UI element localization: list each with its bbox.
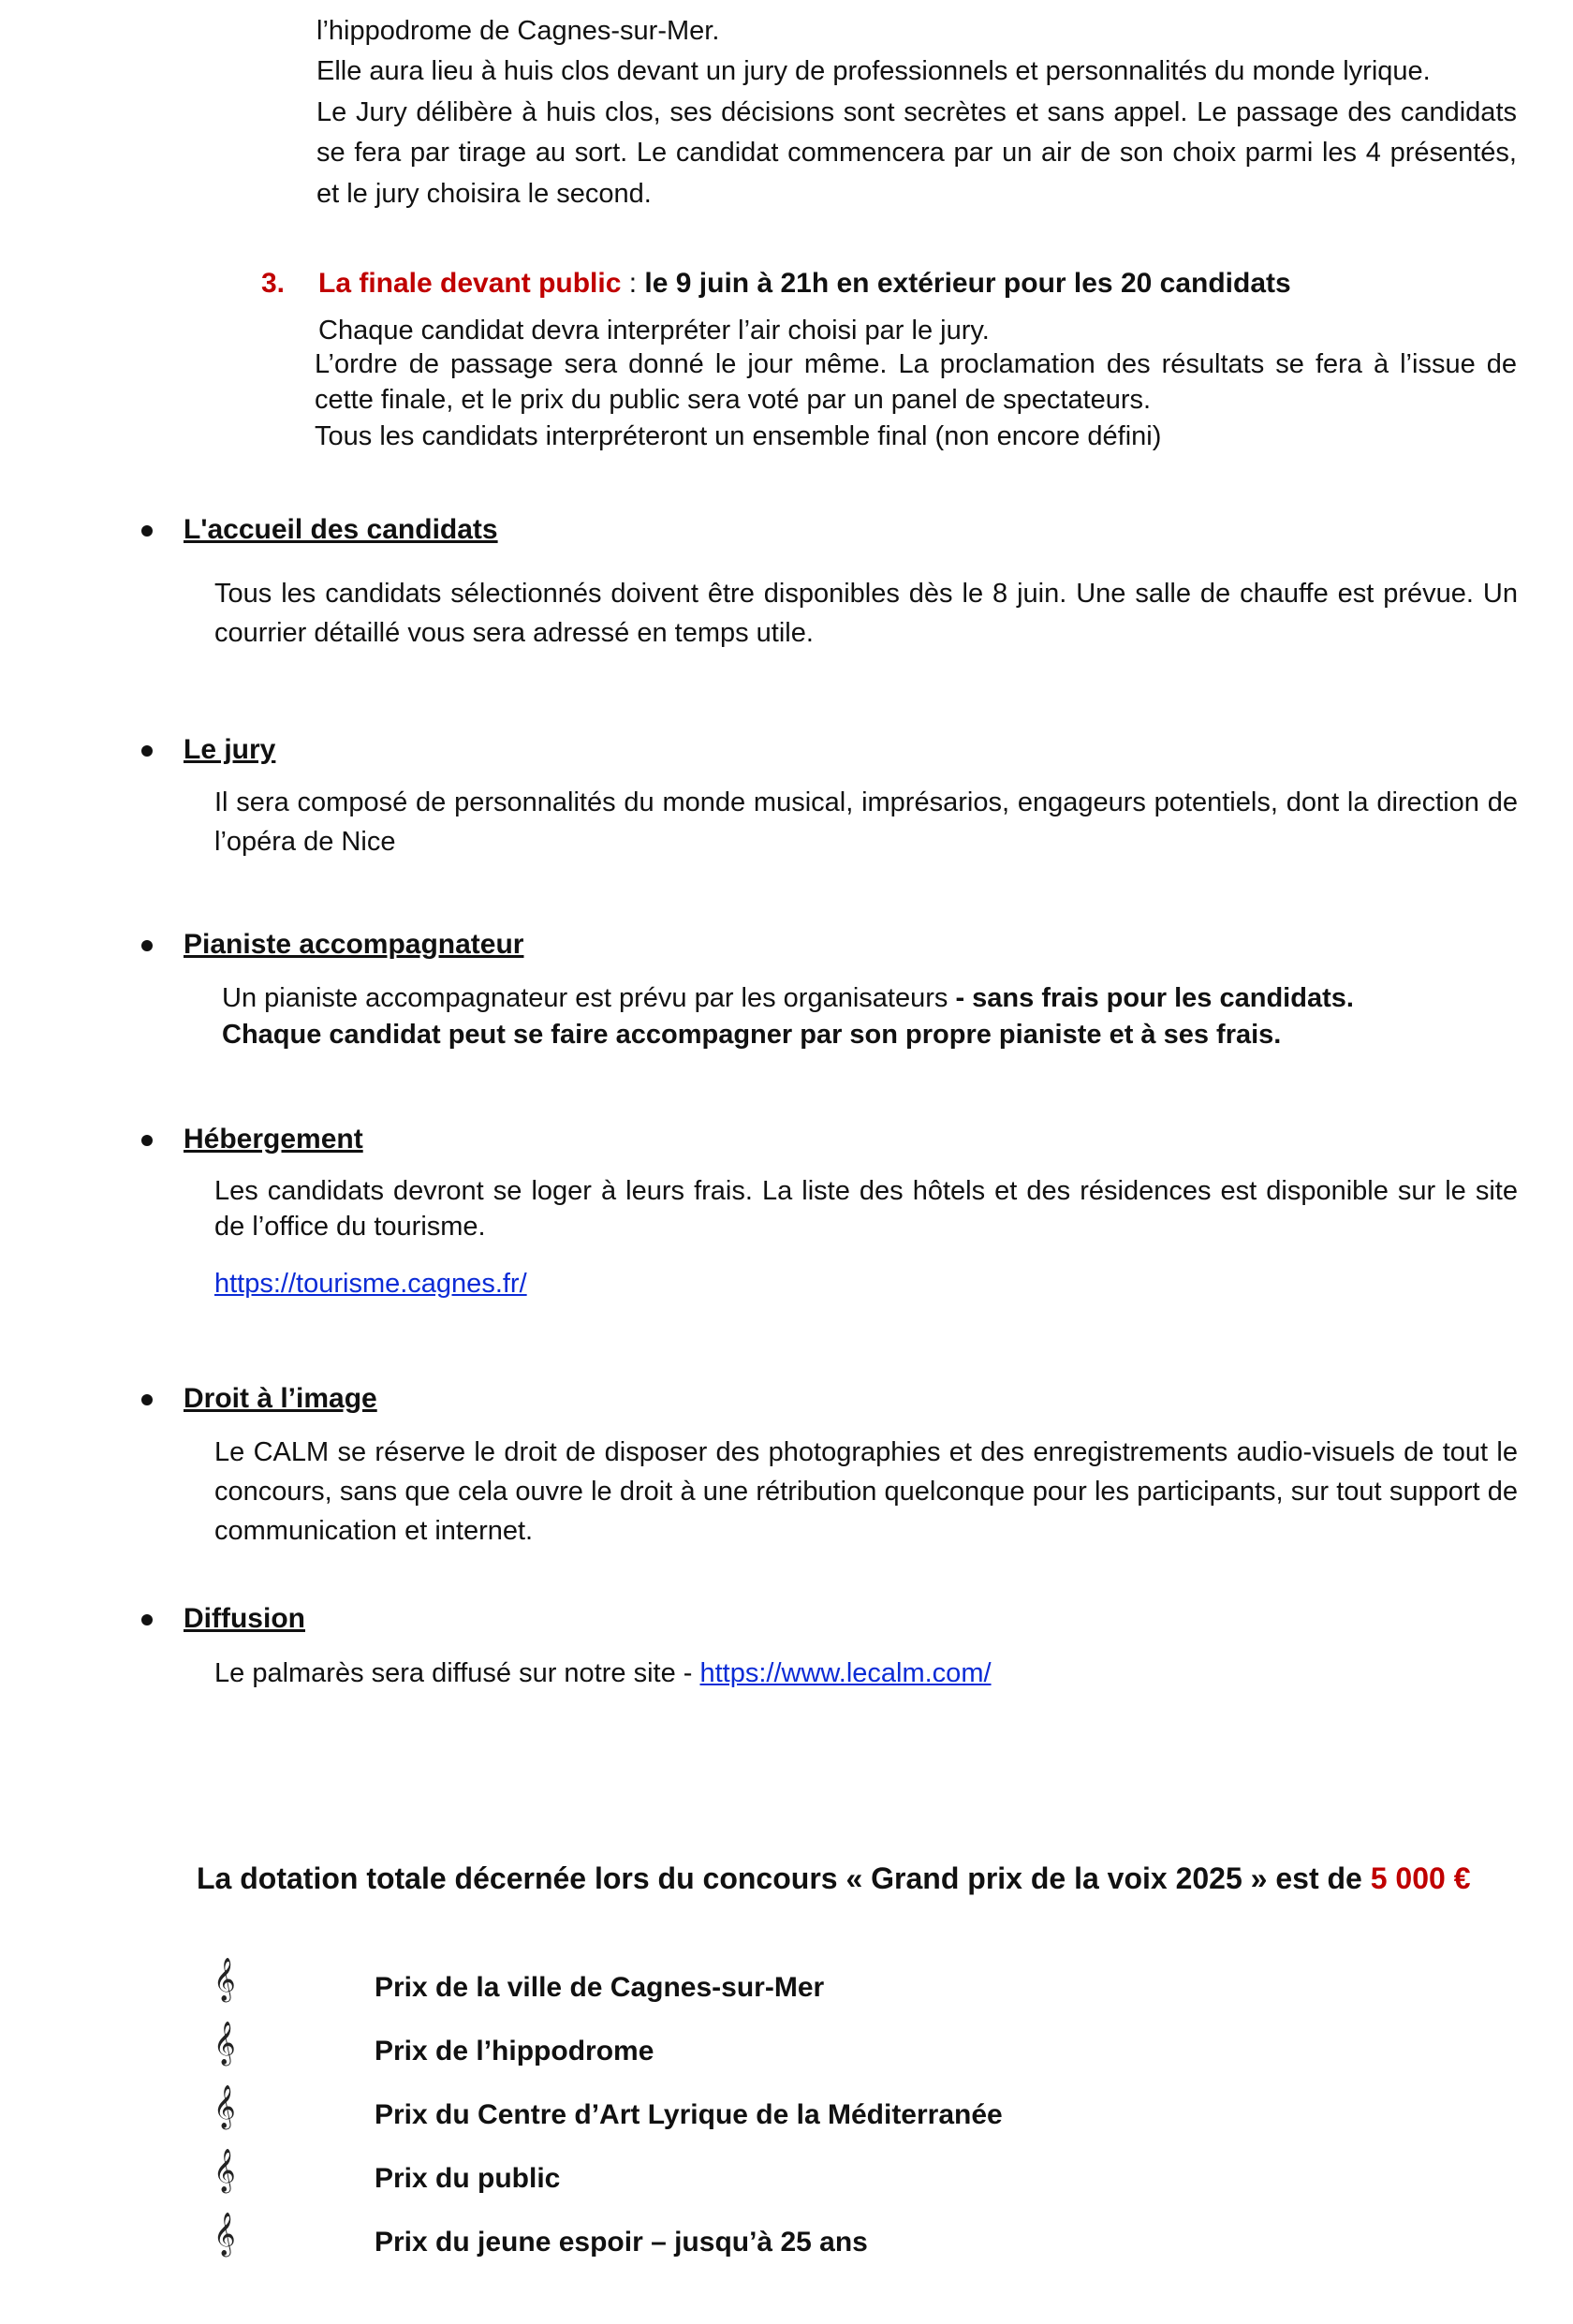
prize-item: Prix de la ville de Cagnes-sur-Mer (375, 1972, 825, 2003)
finale-line-1: Chaque candidat devra interpréter l’air choisi par le jury. (318, 316, 990, 346)
section-heading-hebergement: Hébergement (184, 1124, 363, 1155)
treble-clef-icon: 𝄞 (213, 2085, 236, 2128)
section-text-droit: Le CALM se réserve le droit de disposer des photographies et des enregistrements audio-visuels de tout le concours, sans que cela ouvre le droit à une rétribution quelconque pour les participants, sur tout support de communication et internet. (214, 1437, 1518, 1547)
prize-item: Prix du public (375, 2163, 561, 2194)
bullet-icon (141, 1614, 153, 1625)
pianiste-text-bold: - sans frais pour les candidats. (955, 983, 1354, 1013)
section-text-pianiste (222, 978, 1523, 1020)
pianiste-text-regular: Un pianiste accompagnateur est prévu par les organisateurs (222, 983, 956, 1013)
section-heading-accueil: L'accueil des candidats (184, 514, 498, 545)
intro-line-2: Elle aura lieu à huis clos devant un jury de professionnels et personnalités du monde lyrique. (316, 56, 1431, 86)
section-heading-jury: Le jury (184, 734, 276, 765)
dotation-amount: 5 000 € (1370, 1861, 1471, 1895)
finale-paragraph (315, 346, 1517, 454)
finale-line-3: Tous les candidats interpréteront un ensemble final (non encore défini) (315, 420, 1162, 451)
intro-line-1: l’hippodrome de Cagnes-sur-Mer. (316, 16, 720, 46)
intro-paragraph-1 (316, 51, 1517, 214)
finale-number: 3. (261, 268, 286, 299)
bullet-icon (141, 745, 153, 757)
section-text-accueil: Tous les candidats sélectionnés doivent être disponibles dès le 8 juin. Une salle de chauffe est prévue. Un courrier détaillé vous sera adressé en temps utile. (214, 579, 1518, 649)
tourism-link[interactable]: https://tourisme.cagnes.fr/ (214, 1269, 527, 1299)
bullet-icon (141, 1394, 153, 1405)
dotation-text: La dotation totale décernée lors du concours « Grand prix de la voix 2025 » est de (197, 1861, 1371, 1895)
treble-clef-icon: 𝄞 (213, 2022, 236, 2065)
section-text-jury: Il sera composé de personnalités du monde musical, imprésarios, engageurs potentiels, dont la direction de l’opéra de Nice (214, 787, 1518, 858)
dotation-line (197, 1856, 1470, 1901)
section-text-hebergement: Les candidats devront se loger à leurs frais. La liste des hôtels et des résidences est disponible sur le site de l’office du tourisme. (214, 1176, 1518, 1243)
bullet-icon (141, 940, 153, 951)
prize-item: Prix de l’hippodrome (375, 2036, 654, 2067)
intro-line-3: Le Jury délibère à huis clos, ses décisions sont secrètes et sans appel. Le passage des candidats se fera par tirage au sort. Le candidat commencera par un air de son choix parmi les 4 présentés, et le jury choisira le second. (316, 96, 1517, 209)
section-text-diffusion (214, 1654, 992, 1695)
finale-line-2: L’ordre de passage sera donné le jour même. La proclamation des résultats se fera à l’issue de cette finale, et le prix du public sera voté par un panel de spectateurs. (315, 349, 1517, 416)
prize-item: Prix du Centre d’Art Lyrique de la Méditerranée (375, 2099, 1003, 2130)
calm-website-link[interactable]: https://www.lecalm.com/ (699, 1658, 992, 1688)
treble-clef-icon: 𝄞 (213, 2149, 236, 2192)
treble-clef-icon: 𝄞 (213, 2213, 236, 2256)
finale-colon: : (621, 268, 645, 299)
finale-heading (318, 262, 1291, 304)
bullet-icon (141, 525, 153, 537)
pianiste-text-bold-2: Chaque candidat peut se faire accompagner par son propre pianiste et à ses frais. (222, 1020, 1282, 1050)
section-heading-droit: Droit à l’image (184, 1383, 377, 1414)
treble-clef-icon: 𝄞 (213, 1958, 236, 2001)
section-heading-pianiste: Pianiste accompagnateur (184, 929, 524, 960)
finale-detail: le 9 juin à 21h en extérieur pour les 20 candidats (644, 268, 1291, 299)
section-heading-diffusion: Diffusion (184, 1603, 305, 1634)
finale-title: La finale devant public (318, 268, 622, 299)
bullet-icon (141, 1135, 153, 1146)
prize-item: Prix du jeune espoir – jusqu’à 25 ans (375, 2227, 868, 2258)
diffusion-text: Le palmarès sera diffusé sur notre site - (214, 1658, 700, 1688)
